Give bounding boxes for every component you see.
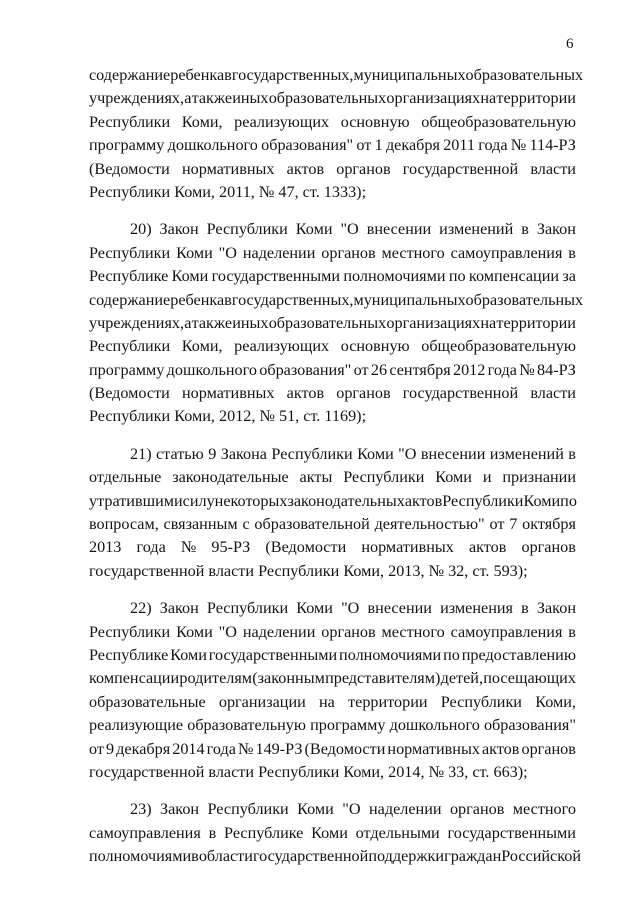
text-line: программу дошкольного образования" от 26 сентября 2012 года № 84-РЗ: [89, 360, 576, 379]
text-line: Республики Коми, реализующих основную общеобразовательную: [89, 112, 576, 131]
text-line: (Ведомости нормативных актов органов государственной власти: [89, 159, 576, 178]
text-line: учреждениях, а также иных образовательных организациях на территории: [89, 313, 576, 332]
paragraph-item-20: [89, 218, 584, 429]
text-line: 2013 года № 95-РЗ (Ведомости нормативных актов органов: [89, 538, 576, 557]
text-line: Республики Коми, 2012, № 51, ст. 1169);: [89, 407, 367, 426]
text-line: государственной власти Республики Коми, 2013, № 32, ст. 593);: [89, 561, 528, 580]
text-line: 21) статью 9 Закона Республики Коми "О внесении изменений в: [130, 444, 576, 463]
text-line: Республике Коми государственными полномочиями по компенсации за: [89, 267, 576, 286]
page-number: 6: [566, 36, 574, 52]
text-line: реализующие образовательную программу дошкольного образования": [89, 716, 576, 735]
text-line: содержание ребенка в государственных, муниципальных образовательных: [89, 290, 584, 309]
text-line: 23) Закон Республики Коми "О наделении органов местного: [130, 800, 576, 819]
text-line: компенсации родителям (законным представителям) детей, посещающих: [89, 669, 576, 688]
text-line: программу дошкольного образования" от 1 декабря 2011 года № 114-РЗ: [89, 136, 576, 155]
text-line: образовательные организации на территории Республики Коми,: [89, 692, 576, 711]
text-line: Республики Коми, 2011, № 47, ст. 1333);: [89, 182, 367, 201]
text-line: Республики Коми, реализующих основную общеобразовательную: [89, 337, 576, 356]
text-line: (Ведомости нормативных актов органов государственной власти: [89, 384, 576, 403]
paragraph-item-21: [89, 443, 576, 583]
paragraph-item-23: [89, 798, 582, 868]
text-line: вопросам, связанным с образовательной деятельностью" от 7 октября: [89, 515, 576, 534]
paragraph-item-22: [89, 597, 576, 784]
document-body: [89, 64, 584, 869]
text-line: полномочиями в области государственной поддержки граждан Российской: [89, 847, 582, 866]
text-line: утратившими силу некоторых законодательных актов Республики Коми по: [89, 491, 577, 510]
text-line: Республики Коми "О наделении органов местного самоуправления в: [89, 622, 576, 641]
text-line: содержание ребенка в государственных, муниципальных образовательных: [89, 66, 584, 84]
text-line: от 9 декабря 2014 года № 149-РЗ (Ведомости нормативных актов органов: [89, 739, 576, 758]
text-line: Республике Коми государственными полномочиями по предоставлению: [89, 645, 576, 664]
text-line: 22) Закон Республики Коми "О внесении изменения в Закон: [130, 599, 576, 618]
text-line: отдельные законодательные акты Республики Коми и признании: [89, 468, 576, 487]
text-line: государственной власти Республики Коми, 2014, № 33, ст. 663);: [89, 762, 528, 781]
paragraph-continuation: [89, 64, 584, 204]
text-line: 20) Закон Республики Коми "О внесении изменений в Закон: [130, 220, 576, 239]
text-line: самоуправления в Республике Коми отдельными государственными: [89, 823, 576, 842]
text-line: Республики Коми "О наделении органов местного самоуправления в: [89, 243, 576, 262]
text-line: учреждениях, а также иных образовательных организациях на территории: [89, 89, 576, 108]
